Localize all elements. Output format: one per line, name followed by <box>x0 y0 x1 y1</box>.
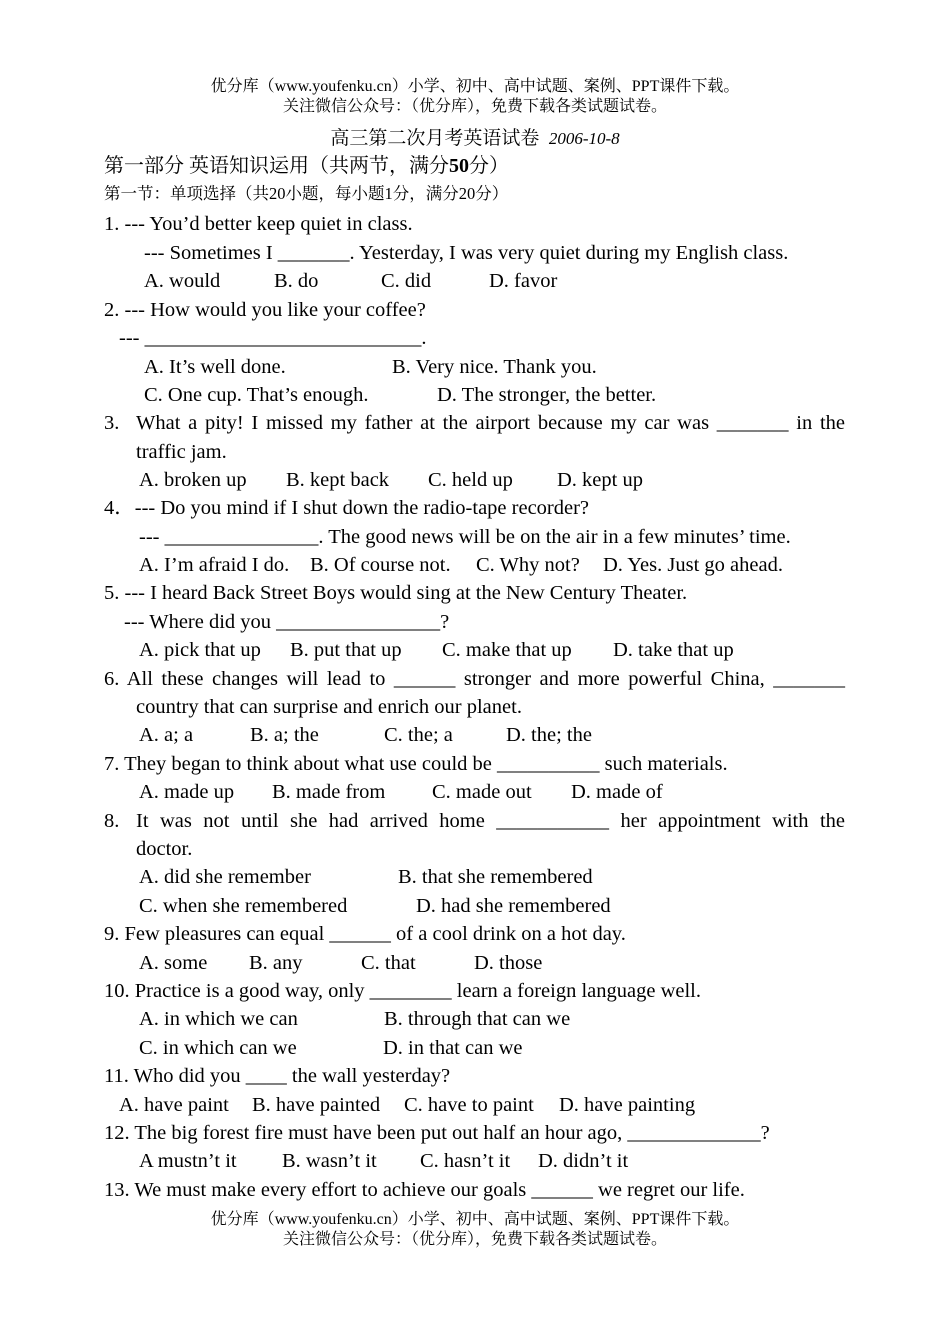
question-1-stem: 1. --- You’d better keep quiet in class. <box>104 213 413 235</box>
q1-option-d: D. favor <box>489 270 558 292</box>
question-8-stem-2: doctor. <box>136 838 193 860</box>
question-13-stem: 13. We must make every effort to achieve our goals ______ we regret our life. <box>104 1179 745 1201</box>
q12-option-d: D. didn’t it <box>538 1150 629 1172</box>
q7-option-b: B. made from <box>272 781 386 803</box>
q7-option-a: A. made up <box>139 781 235 803</box>
question-11-stem: 11. Who did you ____ the wall yesterday? <box>104 1065 451 1087</box>
exam-title <box>0 129 950 148</box>
q4-option-b: B. Of course not. <box>310 554 451 576</box>
question-3-number: 3. <box>104 412 120 434</box>
q6-option-d: D. the; the <box>506 724 592 746</box>
q9-option-d: D. those <box>474 952 543 974</box>
footer-line-1: 优分库（www.youfenku.cn）小学、初中、高中试题、案例、PPT课件下载。 <box>210 1211 740 1228</box>
exam-date: 2006-10-8 <box>548 129 620 148</box>
q6-option-a: A. a; a <box>139 724 194 746</box>
q9-option-b: B. any <box>249 952 303 974</box>
part-heading-pre: 第一部分 英语知识运用（共两节，满分 <box>104 155 449 177</box>
q4-option-c: C. Why not? <box>476 554 580 576</box>
q2-option-c: C. One cup. That’s enough. <box>144 384 369 406</box>
question-7-stem: 7. They began to think about what use could be __________ such materials. <box>104 753 728 775</box>
question-4-stem: 4．--- Do you mind if I shut down the radio-tape recorder? <box>104 497 590 519</box>
q4-option-a: A. I’m afraid I do. <box>139 554 290 576</box>
header-line-1: 优分库（www.youfenku.cn）小学、初中、高中试题、案例、PPT课件下载。 <box>210 78 740 95</box>
q1-option-a: A. would <box>144 270 221 292</box>
q12-option-c: C. hasn’t it <box>420 1150 511 1172</box>
q10-option-a: A. in which we can <box>139 1008 298 1030</box>
q3-option-c: C. held up <box>428 469 513 491</box>
q1-option-c: C. did <box>381 270 432 292</box>
q11-option-a: A. have paint <box>119 1094 229 1116</box>
q11-option-c: C. have to paint <box>404 1094 534 1116</box>
section-heading: 第一节：单项选择（共20小题，每小题1分，满分20分） <box>104 184 509 203</box>
question-2-dialog: --- ___________________________. <box>119 327 427 349</box>
question-8-stem-1: It was not until she had arrived home ___________ her appointment with the <box>136 810 845 832</box>
q12-option-b: B. wasn’t it <box>282 1150 377 1172</box>
q8-option-a: A. did she remember <box>139 866 311 888</box>
q2-option-b: B. Very nice. Thank you. <box>392 356 597 378</box>
question-8-number: 8. <box>104 810 120 832</box>
q2-option-d: D. The stronger, the better. <box>437 384 657 406</box>
question-9-stem: 9. Few pleasures can equal ______ of a cool drink on a hot day. <box>104 923 626 945</box>
q10-option-c: C. in which can we <box>139 1037 297 1059</box>
q7-option-c: C. made out <box>432 781 532 803</box>
q8-option-b: B. that she remembered <box>398 866 593 888</box>
q3-option-b: B. kept back <box>286 469 390 491</box>
q9-option-c: C. that <box>361 952 416 974</box>
q4-option-d: D. Yes. Just go ahead. <box>603 554 783 576</box>
part-heading <box>104 156 509 176</box>
question-4-dialog: --- _______________. The good news will be on the air in a few minutes’ time. <box>139 526 791 548</box>
exam-title-text: 高三第二次月考英语试卷 <box>330 128 540 149</box>
q5-option-b: B. put that up <box>290 639 402 661</box>
q12-option-a: A mustn’t it <box>139 1150 237 1172</box>
q8-option-c: C. when she remembered <box>139 895 348 917</box>
q11-option-d: D. have painting <box>559 1094 696 1116</box>
q11-option-b: B. have painted <box>252 1094 381 1116</box>
question-6-stem-1: 6. All these changes will lead to ______ stronger and more powerful China, _______ <box>104 668 845 690</box>
question-6-stem-2: country that can surprise and enrich our planet. <box>136 696 522 718</box>
q5-option-d: D. take that up <box>613 639 734 661</box>
question-12-stem: 12. The big forest fire must have been put out half an hour ago, _____________? <box>104 1122 770 1144</box>
q1-option-b: B. do <box>274 270 319 292</box>
q7-option-d: D. made of <box>571 781 663 803</box>
part-score: 50 <box>449 155 469 177</box>
q6-option-b: B. a; the <box>250 724 319 746</box>
question-3-stem-1: What a pity! I missed my father at the airport because my car was _______ in the <box>136 412 845 434</box>
question-10-stem: 10. Practice is a good way, only ________ learn a foreign language well. <box>104 980 701 1002</box>
q9-option-a: A. some <box>139 952 208 974</box>
q10-option-b: B. through that can we <box>384 1008 571 1030</box>
question-3-stem-2: traffic jam. <box>136 441 227 463</box>
q3-option-a: A. broken up <box>139 469 247 491</box>
question-2-stem: 2. --- How would you like your coffee? <box>104 299 426 321</box>
q8-option-d: D. had she remembered <box>416 895 611 917</box>
q10-option-d: D. in that can we <box>383 1037 523 1059</box>
q2-option-a: A. It’s well done. <box>144 356 286 378</box>
question-5-dialog: --- Where did you ________________? <box>124 611 450 633</box>
part-heading-post: 分） <box>469 155 509 177</box>
question-1-dialog: --- Sometimes I _______. Yesterday, I was very quiet during my English class. <box>144 242 789 264</box>
question-5-stem: 5. --- I heard Back Street Boys would sing at the New Century Theater. <box>104 582 688 604</box>
q5-option-c: C. make that up <box>442 639 572 661</box>
q6-option-c: C. the; a <box>384 724 453 746</box>
header-line-2: 关注微信公众号：（优分库），免费下载各类试题试卷。 <box>282 98 667 115</box>
q3-option-d: D. kept up <box>557 469 643 491</box>
footer-line-2: 关注微信公众号：（优分库），免费下载各类试题试卷。 <box>282 1231 667 1248</box>
q5-option-a: A. pick that up <box>139 639 261 661</box>
